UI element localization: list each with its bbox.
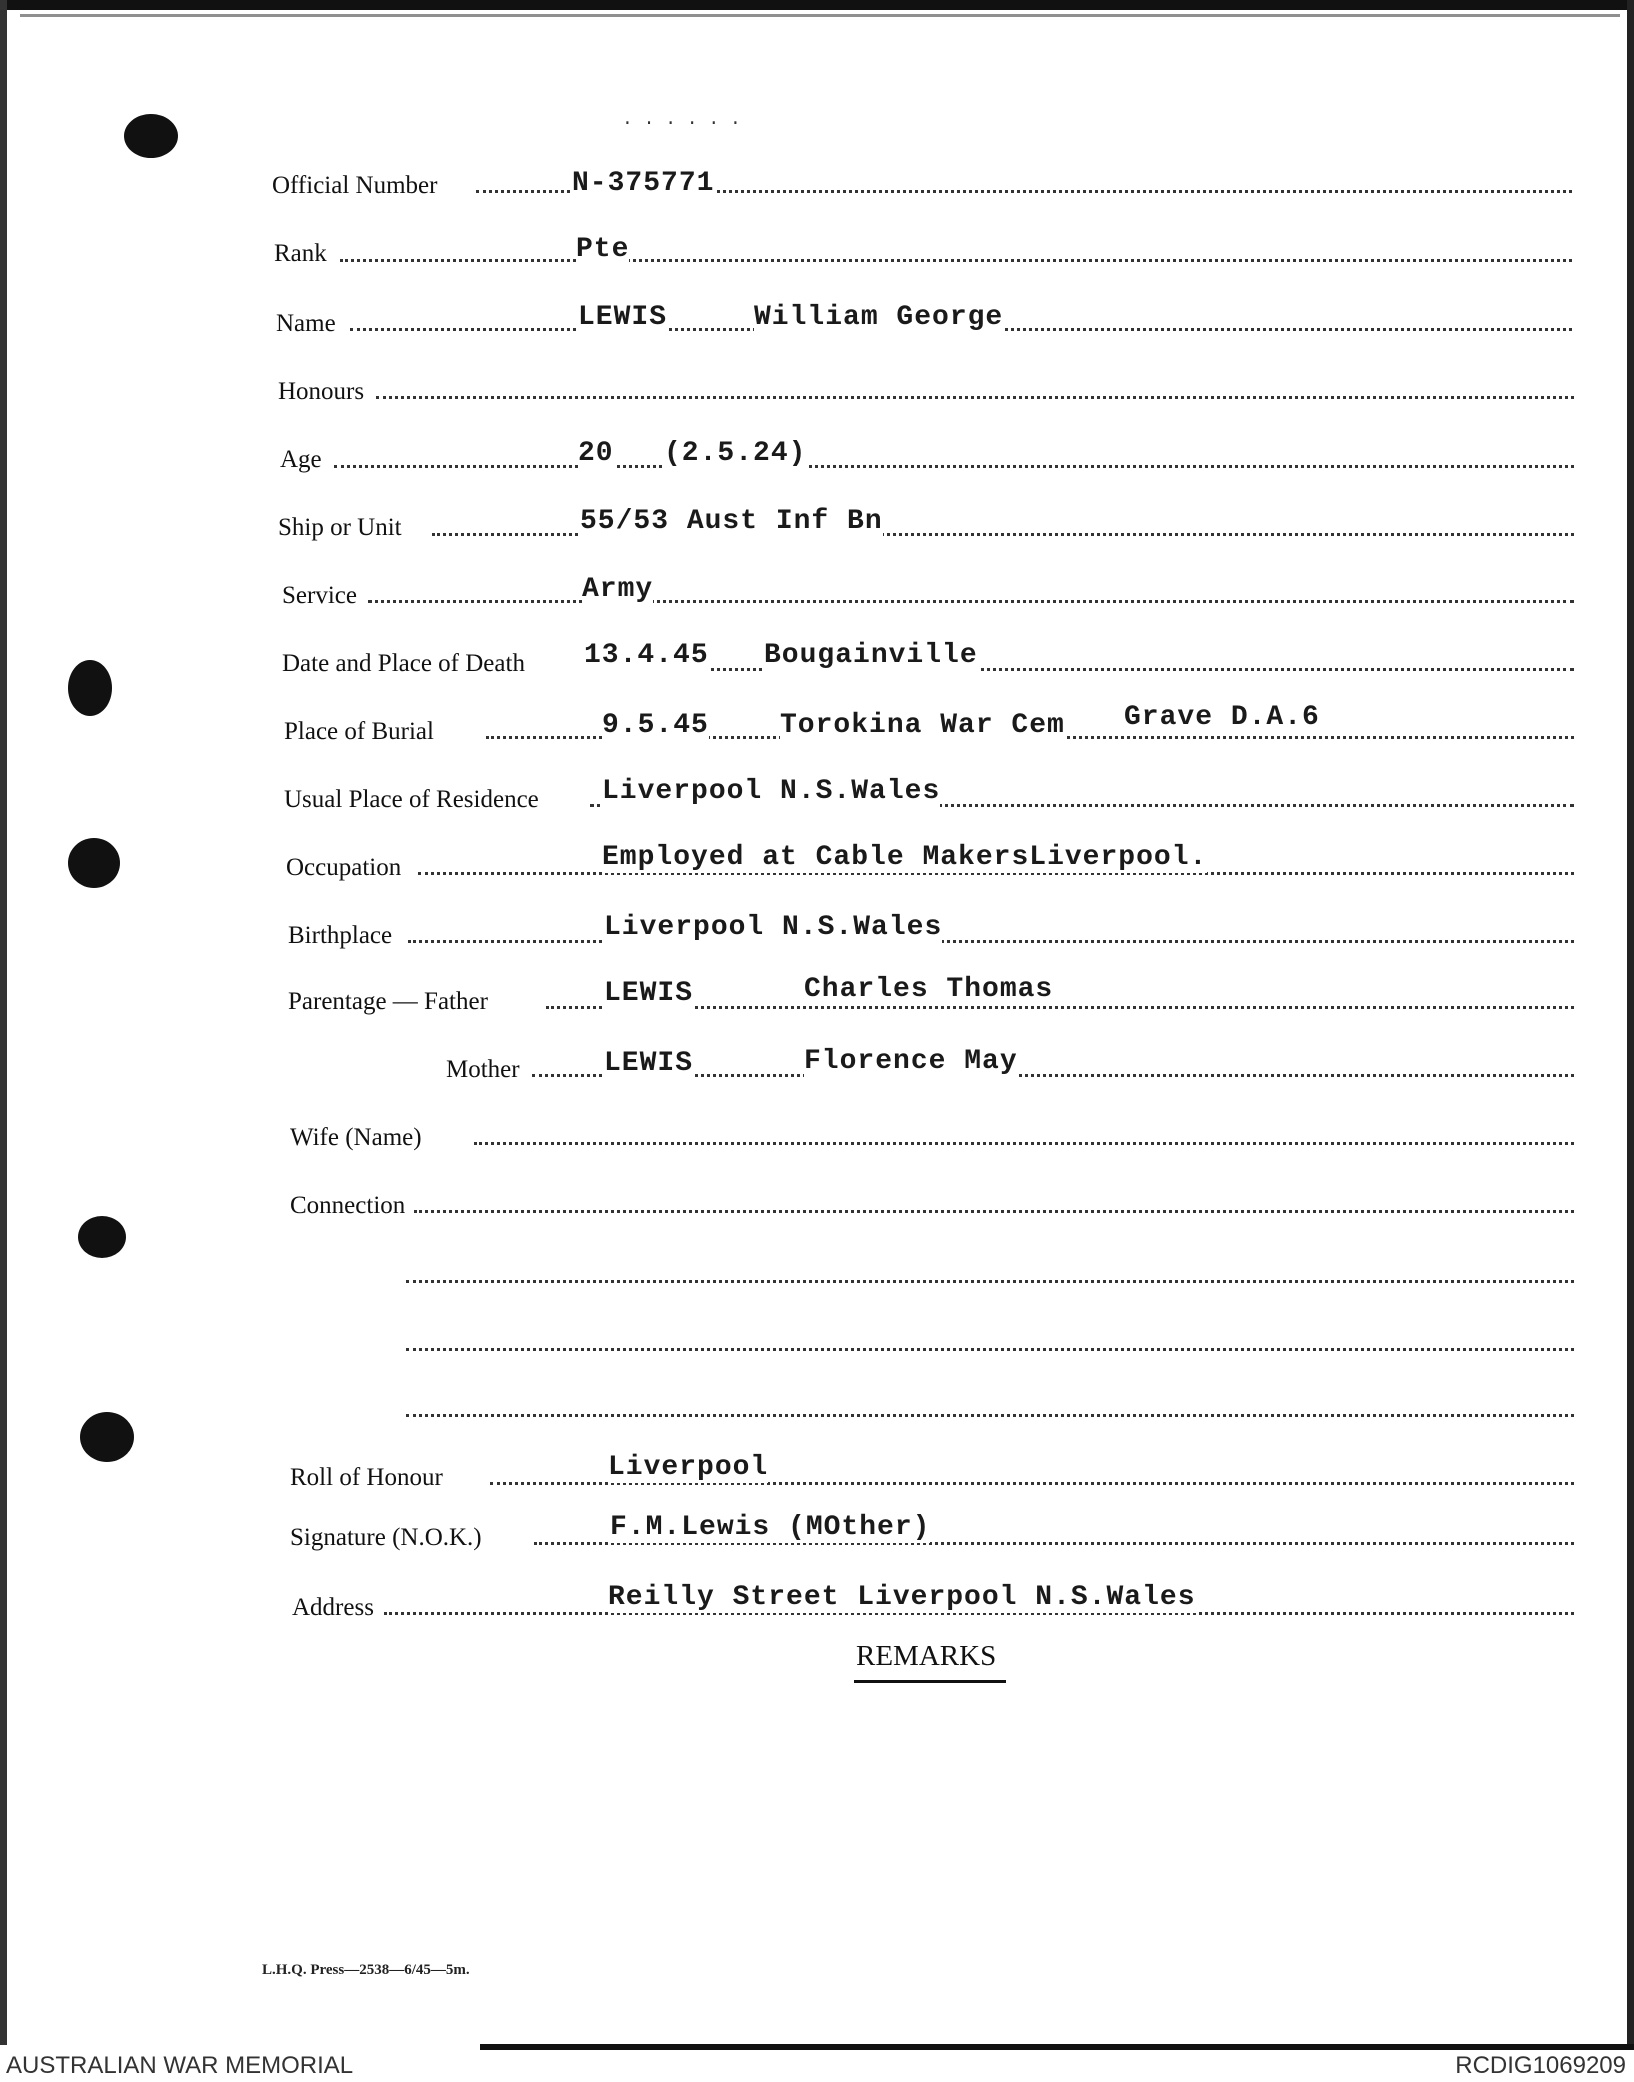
father-label: Parentage — Father <box>288 988 488 1015</box>
burial-date-value: 9.5.45 <box>602 710 709 741</box>
punch-hole-icon <box>78 1216 126 1258</box>
scan-edge-left <box>0 0 7 2045</box>
dotted-line <box>334 465 1574 468</box>
dotted-line <box>584 668 1574 671</box>
dotted-line <box>406 1348 1574 1351</box>
birthplace-value: Liverpool N.S.Wales <box>604 912 943 943</box>
occupation-label: Occupation <box>286 854 402 881</box>
service-value: Army <box>582 574 654 605</box>
official-number-label: Official Number <box>272 172 438 199</box>
rank-label: Rank <box>274 240 327 267</box>
death-label: Date and Place of Death <box>282 650 525 677</box>
dotted-line <box>406 1280 1574 1283</box>
burial-label: Place of Burial <box>284 718 434 745</box>
mother-surname-value: LEWIS <box>604 1048 694 1079</box>
signature-value: F.M.Lewis (MOther) <box>610 1512 931 1543</box>
dotted-line <box>368 600 1574 603</box>
death-date-value: 13.4.45 <box>584 640 709 671</box>
scan-edge-top <box>0 0 1634 10</box>
burial-grave-value: Grave D.A.6 <box>1124 702 1320 733</box>
remarks-underline <box>854 1680 1006 1683</box>
age-dob-value: (2.5.24) <box>664 438 807 469</box>
rank-value: Pte <box>576 234 630 265</box>
top-mark: . . . . . . <box>622 110 741 130</box>
ship-or-unit-value: 55/53 Aust Inf Bn <box>580 506 883 537</box>
dotted-line <box>408 940 1574 943</box>
connection-label: Connection <box>290 1192 406 1219</box>
dotted-line <box>376 396 1574 399</box>
age-value: 20 <box>578 438 614 469</box>
birthplace-label: Birthplace <box>288 922 393 949</box>
honours-label: Honours <box>278 378 365 405</box>
age-label: Age <box>280 446 322 473</box>
name-given-value: William George <box>754 302 1004 333</box>
occupation-value: Employed at Cable MakersLiverpool. <box>602 842 1208 873</box>
signature-label: Signature (N.O.K.) <box>290 1524 482 1551</box>
scan-edge-line <box>20 14 1620 17</box>
dotted-line <box>546 1006 1574 1009</box>
father-given-value: Charles Thomas <box>804 974 1054 1005</box>
dotted-line <box>406 1414 1574 1417</box>
footer-id: RCDIG1069209 <box>1455 2052 1626 2079</box>
wife-label: Wife (Name) <box>290 1124 422 1151</box>
dotted-line <box>340 259 1572 262</box>
mother-label: Mother <box>446 1056 520 1083</box>
roll-of-honour-value: Liverpool <box>608 1452 769 1483</box>
dotted-line <box>414 1210 1574 1213</box>
official-number-value: N-375771 <box>572 168 715 199</box>
father-surname-value: LEWIS <box>604 978 694 1009</box>
printer-line: L.H.Q. Press—2538—6/45—5m. <box>262 1962 470 1978</box>
remarks-heading: REMARKS <box>856 1640 997 1672</box>
burial-place-value: Torokina War Cem <box>780 710 1065 741</box>
name-label: Name <box>276 310 336 337</box>
punch-hole-icon <box>80 1412 134 1462</box>
punch-hole-icon <box>68 660 112 716</box>
roll-of-honour-label: Roll of Honour <box>290 1464 443 1491</box>
scan-edge-bottom <box>480 2044 1634 2050</box>
punch-hole-icon <box>124 114 178 158</box>
ship-or-unit-label: Ship or Unit <box>278 514 402 541</box>
death-place-value: Bougainville <box>764 640 978 671</box>
name-surname-value: LEWIS <box>578 302 668 333</box>
residence-value: Liverpool N.S.Wales <box>602 776 941 807</box>
scan-edge-right <box>1627 0 1634 2050</box>
residence-label: Usual Place of Residence <box>284 786 539 813</box>
mother-given-value: Florence May <box>804 1046 1018 1077</box>
service-label: Service <box>282 582 357 609</box>
address-value: Reilly Street Liverpool N.S.Wales <box>608 1582 1196 1613</box>
footer-source: AUSTRALIAN WAR MEMORIAL <box>6 2052 354 2079</box>
address-label: Address <box>292 1594 374 1621</box>
punch-hole-icon <box>68 838 120 888</box>
dotted-line <box>474 1142 1574 1145</box>
